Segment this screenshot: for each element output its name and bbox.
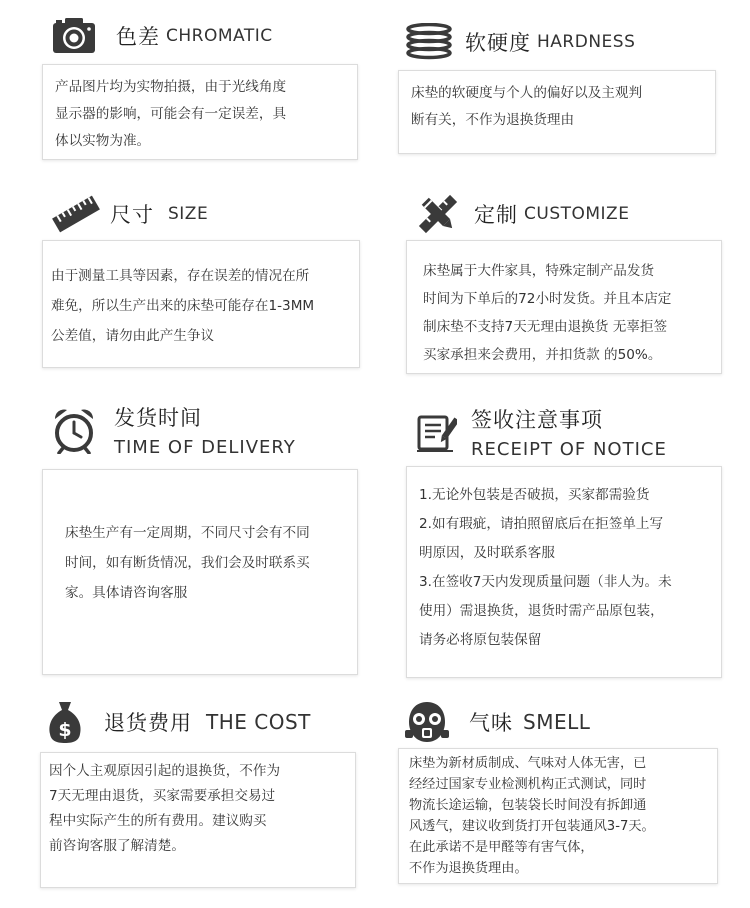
customize-title-cn: 定制 [474, 203, 518, 227]
delivery-line: 床垫生产有一定周期，不同尺寸会有不同 [65, 525, 310, 541]
size-line: 公差值，请勿由此产生争议 [51, 328, 215, 344]
delivery-text-box [42, 469, 358, 675]
chromatic-title-cn: 色差 [116, 25, 160, 49]
hardness-heading [405, 23, 635, 61]
customize-line: 买家承担来会费用，并扣货款 的50%。 [423, 347, 662, 363]
smell-heading [405, 700, 590, 744]
chromatic-title-en: CHROMATIC [166, 26, 273, 46]
cost-line: 程中实际产生的所有费用。建议购买 [49, 813, 267, 829]
receipt-line: 使用）需退换货，退货时需产品原包装， [419, 603, 664, 619]
customize-line: 床垫属于大件家具，特殊定制产品发货 [423, 263, 655, 279]
delivery-title-cn: 发货时间 [114, 406, 202, 430]
receipt-line: 明原因，及时联系客服 [419, 545, 555, 561]
receipt-title-cn: 签收注意事项 [471, 408, 603, 432]
chromatic-text-box [42, 64, 358, 160]
receipt-title-stack [471, 404, 667, 460]
spring-icon [405, 23, 453, 61]
customize-title-en: CUSTOMIZE [524, 204, 630, 224]
receipt-heading [417, 404, 667, 460]
cost-line: 7天无理由退货，买家需要承担交易过 [49, 788, 276, 804]
smell-line: 风透气，建议收到货打开包装通风3-7天。 [409, 819, 655, 834]
chromatic-line: 产品图片均为实物拍摄，由于光线角度 [55, 79, 287, 95]
customize-heading [418, 194, 629, 234]
gas-mask-icon [405, 700, 449, 744]
customize-text-box [406, 240, 722, 374]
cost-title-en: THE COST [206, 710, 311, 734]
hardness-title-cn: 软硬度 [465, 31, 531, 55]
alarm-clock-icon [52, 406, 96, 454]
size-text-box [42, 240, 360, 368]
pencil-ruler-icon [418, 194, 458, 234]
smell-title-cn: 气味 [469, 711, 513, 735]
receipt-line: 3.在签收7天内发现质量问题（非人为。未 [419, 574, 672, 590]
hardness-line: 床垫的软硬度与个人的偏好以及主观判 [411, 85, 643, 101]
smell-line: 经经过国家专业检测机构正式测试，同时 [409, 777, 647, 792]
ruler-icon [52, 194, 100, 234]
camera-icon [52, 16, 96, 56]
cost-heading [48, 700, 311, 744]
delivery-line: 时间，如有断货情况，我们会及时联系买 [65, 555, 310, 571]
smell-line: 在此承诺不是甲醛等有害气体， [409, 840, 594, 855]
receipt-title-en: RECEIPT OF NOTICE [471, 439, 667, 460]
smell-text-box [398, 748, 718, 884]
smell-line: 不作为退换货理由。 [409, 861, 528, 876]
receipt-line: 1.无论外包装是否破损，买家都需验货 [419, 487, 650, 503]
hardness-title-en: HARDNESS [537, 32, 636, 52]
smell-line: 床垫为新材质制成、气味对人体无害，已 [409, 756, 647, 771]
receipt-text-box [406, 466, 722, 678]
cost-title-cn: 退货费用 [104, 711, 192, 735]
cost-line: 前咨询客服了解清楚。 [49, 838, 185, 854]
customize-line: 制床垫不支持7天无理由退换货 无辜拒签 [423, 319, 668, 335]
size-title-en: SIZE [168, 204, 209, 224]
chromatic-heading [52, 16, 273, 56]
delivery-line: 家。具体请咨询客服 [65, 585, 188, 601]
customize-line: 时间为下单后的72小时发货。并且本店定 [423, 291, 672, 307]
chromatic-line: 体以实物为准。 [55, 133, 151, 149]
size-heading [52, 194, 208, 234]
document-sign-icon [417, 411, 457, 453]
size-line: 难免，所以生产出来的床垫可能存在1-3MM [51, 298, 315, 314]
receipt-line: 2.如有瑕疵，请拍照留底后在拒签单上写 [419, 516, 664, 532]
smell-title-en: SMELL [523, 710, 591, 734]
svg-text:$: $ [58, 719, 72, 741]
delivery-title-stack [114, 402, 296, 458]
delivery-heading [52, 402, 296, 458]
money-bag-icon [48, 700, 82, 744]
size-title-cn: 尺寸 [110, 203, 154, 227]
delivery-title-en: TIME OF DELIVERY [114, 437, 296, 458]
receipt-line: 请务必将原包装保留 [419, 632, 542, 648]
size-line: 由于测量工具等因素，存在误差的情况在所 [51, 268, 310, 284]
chromatic-line: 显示器的影响，可能会有一定误差，具 [55, 106, 287, 122]
cost-line: 因个人主观原因引起的退换货，不作为 [49, 763, 281, 779]
smell-line: 物流长途运输，包装袋长时间没有拆卸通 [409, 798, 647, 813]
hardness-line: 断有关，不作为退换货理由 [411, 112, 575, 128]
hardness-text-box [398, 70, 716, 154]
cost-text-box [40, 752, 356, 888]
